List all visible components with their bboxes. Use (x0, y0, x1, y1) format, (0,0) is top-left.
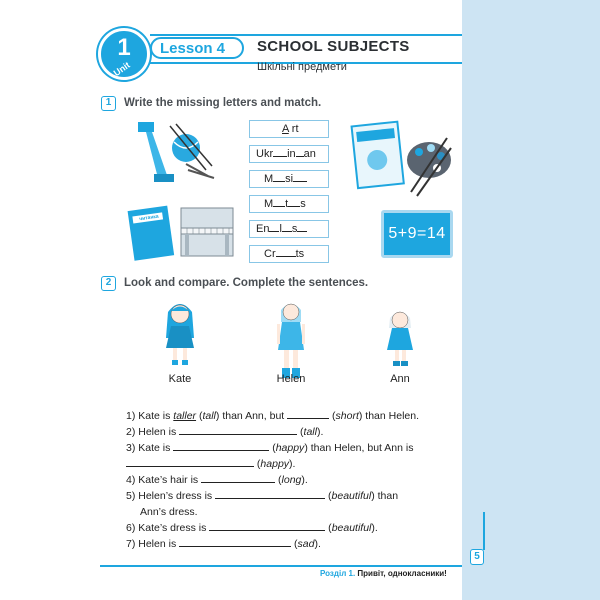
word-part: an (303, 148, 316, 160)
text: ( (325, 490, 332, 502)
footer-section: Розділ 1. (320, 569, 356, 578)
text: ). (289, 458, 296, 470)
answer-blank[interactable] (179, 425, 297, 435)
answer-blank[interactable] (287, 409, 329, 419)
word-part: t (285, 198, 289, 210)
math-board-text: 5+9=14 (388, 225, 446, 242)
text: ( (325, 522, 332, 534)
text: ( (329, 410, 336, 422)
answer-blank[interactable] (173, 441, 269, 451)
hint: tall (303, 426, 317, 438)
girl-helen-image (273, 298, 309, 384)
lesson-label: Lesson 4 (160, 40, 226, 57)
hint: beautiful (331, 490, 372, 502)
header-rule-top (150, 34, 462, 36)
girl-ann-image (383, 306, 417, 368)
text: 5) Helen’s dress is (126, 490, 216, 502)
sentence-5 (126, 489, 398, 503)
text: 7) Helen is (126, 538, 180, 550)
word-box-crafts[interactable] (249, 245, 329, 263)
hint: happy (260, 458, 290, 470)
word-box-ukrainian[interactable] (249, 145, 329, 163)
girl-name-helen: Helen (276, 373, 306, 385)
text: Ann’s dress. (140, 506, 198, 518)
answer-blank[interactable] (179, 537, 291, 547)
word-part: l (279, 223, 282, 235)
hint: happy (275, 442, 305, 454)
answer-blank[interactable] (215, 489, 325, 499)
sentence-3-cont (126, 457, 295, 471)
word-box-art[interactable] (249, 120, 329, 138)
unit-badge (98, 28, 150, 80)
lesson-badge (150, 37, 244, 59)
girl-name-ann: Ann (390, 373, 410, 385)
word-art-first: A (282, 123, 289, 135)
girl-name-kate: Kate (168, 373, 192, 385)
sentence-3 (126, 441, 413, 455)
unit-label: Unit (111, 59, 132, 79)
footer-rule (100, 565, 462, 567)
word-part: En (256, 223, 270, 235)
exercise-2-number: 2 (101, 276, 116, 291)
footer-caption (320, 569, 447, 578)
text: ). (314, 538, 321, 550)
hint: short (335, 410, 359, 422)
text: ). (316, 426, 324, 438)
word-box-maths[interactable] (249, 195, 329, 213)
text: ( (254, 458, 261, 470)
sentence-5-cont (140, 505, 198, 519)
word-part: M (264, 198, 274, 210)
text: 3) Kate is (126, 442, 174, 454)
hint: long (281, 474, 302, 486)
footer-title: Привіт, однокласники! (355, 569, 447, 578)
page-subtitle: Шкільні предмети (257, 61, 347, 73)
text: ) than Helen, but Ann is (304, 442, 414, 454)
sentence-4 (126, 473, 308, 487)
exercise-2-title: Look and compare. Complete the sentences. (124, 277, 369, 289)
text: ) than Helen. (358, 410, 420, 422)
answer-example: taller (173, 410, 197, 422)
word-part: M (264, 173, 274, 185)
sentence-7 (126, 537, 321, 551)
word-box-english[interactable] (249, 220, 329, 238)
ukrainian-book-palette-image (347, 118, 457, 200)
sentence-1 (126, 409, 419, 423)
text: 4) Kate’s hair is (126, 474, 202, 486)
hint: sad (297, 538, 315, 550)
reading-book-piano-image (127, 204, 237, 264)
word-part: s (291, 223, 298, 235)
text: ) than Ann, but (215, 410, 288, 422)
word-part: ts (295, 248, 305, 260)
text: ). (301, 474, 308, 486)
sentence-2 (126, 425, 323, 439)
page-edge-rule (483, 512, 485, 550)
text: ( (291, 538, 298, 550)
text: 1) Kate is (126, 410, 174, 422)
girl-kate-image (160, 298, 200, 368)
math-board-image (381, 210, 453, 258)
text: ( (269, 442, 276, 454)
text: ). (371, 522, 378, 534)
word-part: si (285, 173, 294, 185)
text: ( (275, 474, 282, 486)
unit-number: 1 (117, 34, 131, 61)
word-part: s (300, 198, 306, 210)
text: ( (196, 410, 203, 422)
page-number: 5 (470, 549, 484, 565)
text: 2) Helen is (126, 426, 180, 438)
text: ( (297, 426, 304, 438)
book-label: читанка (138, 213, 160, 223)
answer-blank[interactable] (201, 473, 275, 483)
sentence-6 (126, 521, 378, 535)
word-part: in (287, 148, 296, 160)
page-title: SCHOOL SUBJECTS (257, 38, 410, 55)
text: ) than (371, 490, 399, 502)
answer-blank[interactable] (209, 521, 325, 531)
hint: beautiful (331, 522, 372, 534)
answer-blank[interactable] (126, 457, 254, 467)
text: 6) Kate’s dress is (126, 522, 210, 534)
side-strip (462, 0, 600, 600)
word-part: Ukr (256, 148, 274, 160)
word-box-music[interactable] (249, 170, 329, 188)
word-art-rest: rt (291, 123, 299, 135)
word-part: Cr (264, 248, 276, 260)
exercise-1-title: Write the missing letters and match. (124, 97, 322, 109)
exercise-1-number: 1 (101, 96, 116, 111)
hint: tall (202, 410, 216, 422)
crafts-tools-image (128, 118, 220, 186)
